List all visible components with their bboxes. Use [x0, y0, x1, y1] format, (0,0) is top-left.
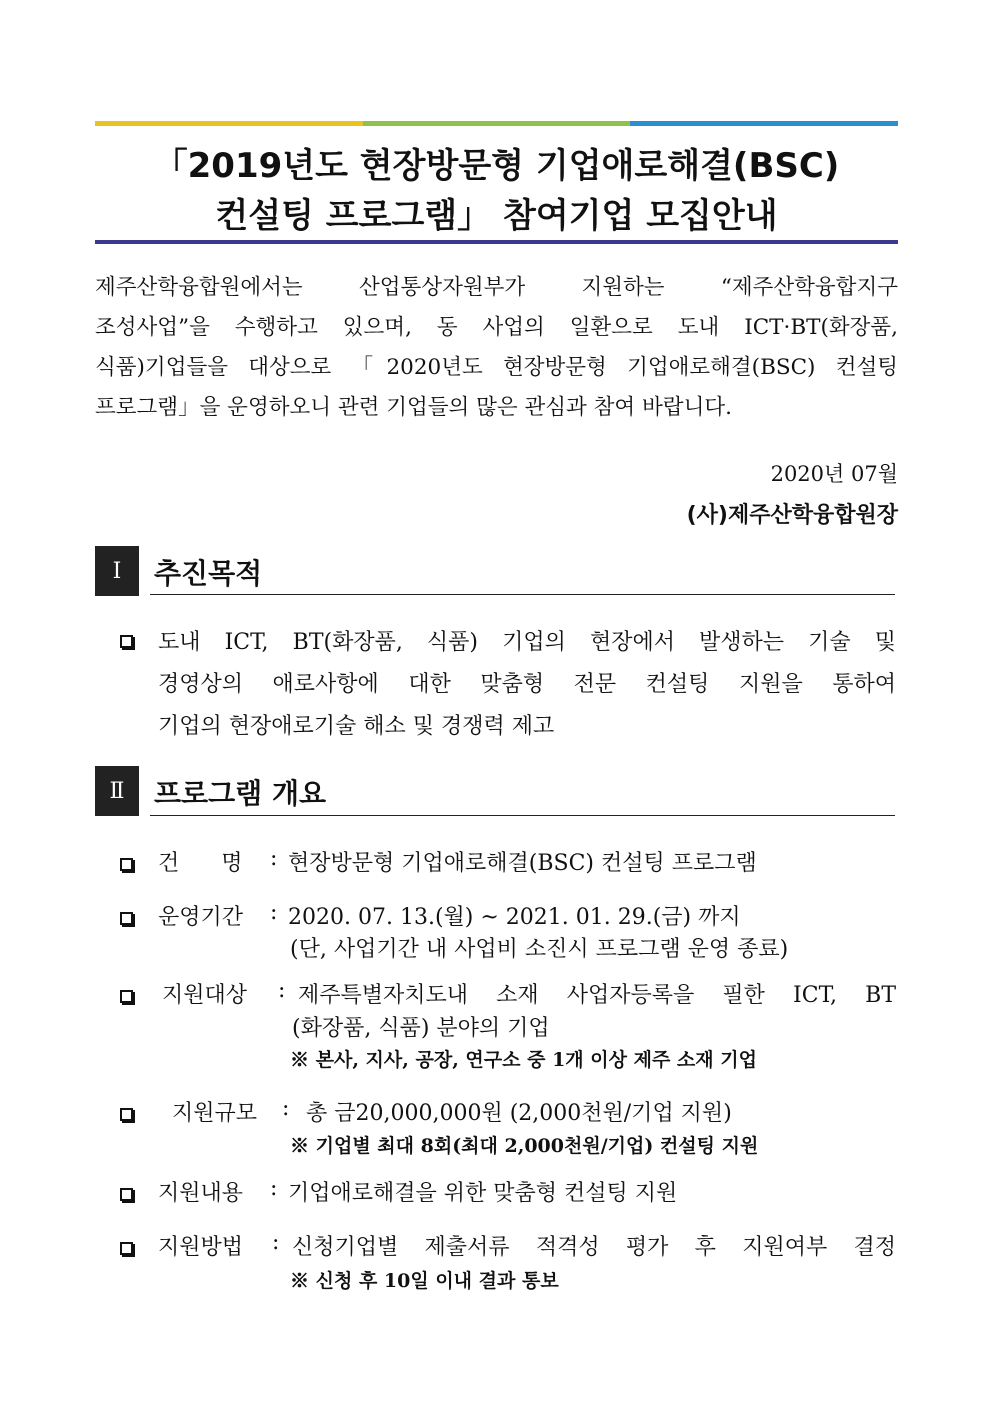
item-value: 기업애로해결을 위한 맞춤형 컨설팅 지원	[288, 1181, 678, 1206]
intro-line: 제주산학융합원에서는 산업통상자원부가 지원하는 “제주산학융합지구	[95, 275, 898, 300]
item-subvalue: (화장품, 식품) 분야의 기업	[292, 1016, 550, 1041]
item-label: 지원대상	[162, 983, 248, 1008]
item-label: 지원내용	[158, 1181, 244, 1206]
overview-item-name	[120, 846, 896, 882]
item-colon: :	[270, 900, 278, 925]
item-label: 지원규모	[172, 1101, 258, 1126]
item-note: ※ 기업별 최대 8회(최대 2,000천원/기업) 컨설팅 지원	[290, 1135, 759, 1157]
item-label: 지원방법	[158, 1235, 244, 1260]
notice-date: 2020년 07월	[770, 462, 898, 486]
purpose-bullet	[120, 622, 896, 748]
title-top-bar	[95, 121, 898, 126]
checkbox-bullet-icon	[120, 912, 133, 925]
intro-line: 조성사업”을 수행하고 있으며, 동 사업의 일환으로 도내 ICT·BT(화장품,	[95, 315, 898, 340]
item-colon: :	[278, 978, 286, 1003]
item-colon: :	[270, 846, 278, 871]
item-value: 신청기업별 제출서류 적격성 평가 후 지원여부 결정	[292, 1235, 896, 1260]
purpose-line: 도내 ICT, BT(화장품, 식품) 기업의 현장에서 발생하는 기술 및	[158, 630, 896, 655]
checkbox-bullet-icon	[120, 858, 133, 871]
checkbox-bullet-icon	[120, 635, 133, 648]
bar-blue	[630, 121, 898, 126]
checkbox-bullet-icon	[120, 990, 133, 1003]
item-label: 운영기간	[158, 905, 244, 930]
overview-item-target	[120, 978, 896, 1014]
section-number-box: Ⅱ	[95, 766, 139, 816]
page-title-line-2: 컨설팅 프로그램」 참여기업 모집안내	[215, 196, 778, 236]
item-value: 현장방문형 기업애로해결(BSC) 컨설팅 프로그램	[288, 851, 757, 876]
overview-item-method	[120, 1230, 896, 1266]
item-note: ※ 신청 후 10일 이내 결과 통보	[290, 1270, 559, 1292]
section-title: 추진목적	[154, 557, 263, 590]
intro-line: 식품)기업들을 대상으로 「2020년도 현장방문형 기업애로해결(BSC) 컨설팅	[95, 355, 898, 380]
checkbox-bullet-icon	[120, 1108, 133, 1121]
item-value: 제주특별자치도내 소재 사업자등록을 필한 ICT, BT	[298, 983, 896, 1008]
section-underline	[150, 815, 895, 816]
item-value: 총 금20,000,000원 (2,000천원/기업 지원)	[306, 1101, 732, 1126]
overview-item-content	[120, 1176, 896, 1212]
item-label: 건 명	[158, 851, 243, 876]
intro-line: 프로그램」을 운영하오니 관련 기업들의 많은 관심과 참여 바랍니다.	[95, 395, 732, 420]
bar-green	[363, 121, 631, 126]
section-title: 프로그램 개요	[154, 777, 327, 810]
item-colon: :	[282, 1096, 290, 1121]
organization-signature: (사)제주산학융합원장	[686, 503, 898, 528]
overview-item-scale	[120, 1096, 896, 1132]
overview-item-period	[120, 900, 896, 936]
checkbox-bullet-icon	[120, 1188, 133, 1201]
item-value: 2020. 07. 13.(월) ~ 2021. 01. 29.(금) 까지	[288, 905, 741, 930]
page-title-line-1: 「2019년도 현장방문형 기업애로해결(BSC)	[153, 146, 840, 186]
item-note: ※ 본사, 지사, 공장, 연구소 중 1개 이상 제주 소재 기업	[290, 1049, 757, 1071]
item-colon: :	[272, 1230, 280, 1255]
purpose-line: 기업의 현장애로기술 해소 및 경쟁력 제고	[158, 714, 555, 739]
title-bottom-bar	[95, 240, 898, 244]
section-number-box: Ⅰ	[95, 546, 139, 596]
bar-yellow	[95, 121, 363, 126]
intro-paragraph	[95, 268, 898, 428]
item-subvalue: (단, 사업기간 내 사업비 소진시 프로그램 운영 종료)	[290, 937, 789, 962]
purpose-line: 경영상의 애로사항에 대한 맞춤형 전문 컨설팅 지원을 통하여	[158, 672, 896, 697]
section-underline	[150, 594, 895, 595]
item-colon: :	[270, 1176, 278, 1201]
checkbox-bullet-icon	[120, 1242, 133, 1255]
